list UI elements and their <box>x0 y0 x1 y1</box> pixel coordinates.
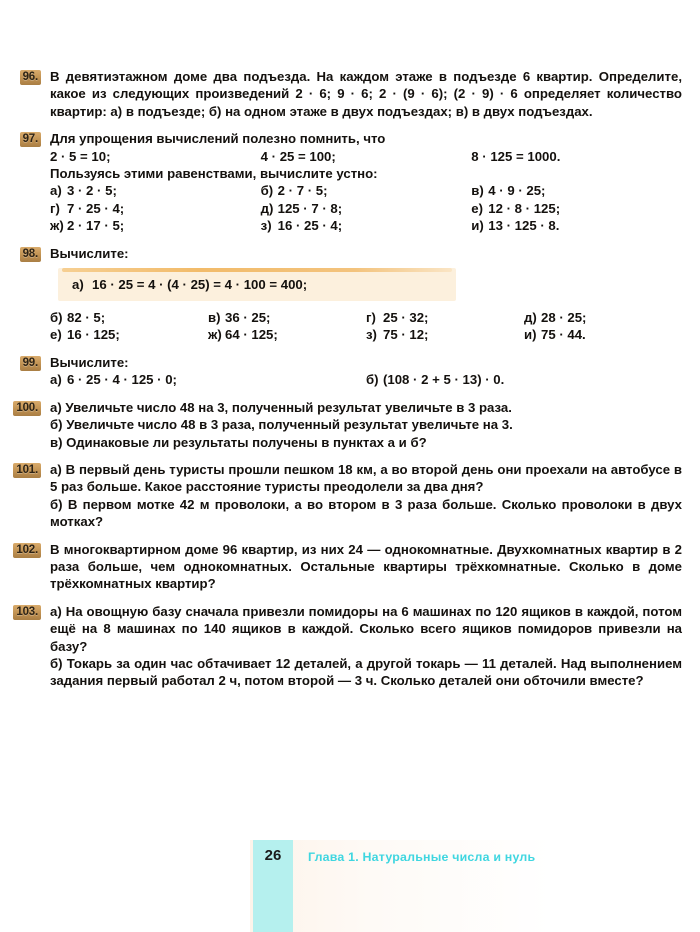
page-number: 26 <box>264 847 282 864</box>
exercise-number-badge: 101. <box>13 463 41 478</box>
math-item <box>50 309 208 326</box>
math-item <box>261 217 472 234</box>
equality-item: 2 · 5 = 10; <box>50 148 111 164</box>
exercise-intro: Для упрощения вычислений полезно помнить, что <box>50 131 386 147</box>
math-item <box>50 371 366 388</box>
page-footer <box>0 840 700 932</box>
exercise-intro: Вычислите: <box>50 354 129 370</box>
exercise-number-column <box>0 68 44 85</box>
equality-item: 8 · 125 = 1000. <box>471 148 561 164</box>
exercise-subintro: Пользуясь этими равенствами, вычислите устно: <box>50 166 378 182</box>
item-label: б) <box>50 310 63 326</box>
exercise-text: а) В первый день туристы прошли пешком 18 км, а во второй день они проехали на автобусе в 5 раз больше. Какое расстояние туристы преодолели за два дня? <box>50 461 682 495</box>
item-expression: 16 · 25 · 4; <box>277 218 343 234</box>
exercise-body <box>44 245 700 344</box>
exercise-98 <box>0 245 700 344</box>
exercise-text: а) Увеличьте число 48 на 3, полученный результат увеличьте в 3 раза. <box>50 399 512 415</box>
math-item <box>261 182 472 199</box>
math-item <box>208 309 366 326</box>
exercise-100 <box>0 399 700 451</box>
exercise-text: а) На овощную базу сначала привезли помидоры на 6 машинах по 120 ящиков в каждой, потом ещё на 8 машинах по 140 ящиков в каждой. Сколько всего ящиков помидоров привезли на базу? <box>50 603 682 654</box>
item-label: и) <box>471 218 484 234</box>
item-label: в) <box>208 310 221 326</box>
item-label: а) <box>50 183 62 199</box>
exercise-number-badge: 98. <box>20 247 41 262</box>
worked-example-text <box>72 276 444 293</box>
exercise-number-column <box>0 399 44 416</box>
exercise-number-badge: 99. <box>20 356 41 371</box>
item-expression: 3 · 2 · 5; <box>67 183 117 199</box>
exercise-number-badge: 103. <box>13 605 41 620</box>
item-expression: 125 · 7 · 8; <box>277 200 343 216</box>
item-label: и) <box>524 327 537 343</box>
exercise-body <box>44 399 700 451</box>
chapter-label: Глава 1. Натуральные числа и нуль <box>308 850 536 864</box>
exercise-number-column <box>0 245 44 262</box>
item-label: д) <box>260 200 274 216</box>
math-item <box>524 309 682 326</box>
exercise-list <box>0 68 700 700</box>
item-expression: 16 · 25 = 4 · (4 · 25) = 4 · 100 = 400; <box>92 277 308 293</box>
item-expression: 2 · 7 · 5; <box>277 183 328 199</box>
math-item <box>366 326 524 343</box>
exercise-number-badge: 97. <box>20 132 41 147</box>
math-item <box>366 371 682 388</box>
exercise-body <box>44 354 700 389</box>
exercise-number-column <box>0 130 44 147</box>
equality-item: 4 · 25 = 100; <box>260 148 336 164</box>
item-label: б) <box>260 183 274 199</box>
item-label: ж) <box>50 218 64 234</box>
exercise-number-badge: 102. <box>13 543 41 558</box>
exercise-102 <box>0 541 700 593</box>
math-row <box>50 200 682 217</box>
item-label: а) <box>72 277 84 293</box>
exercise-number-column <box>0 541 44 558</box>
item-label: е) <box>471 200 484 216</box>
math-row <box>50 371 682 388</box>
item-expression: 82 · 5; <box>67 310 106 326</box>
item-label: г) <box>366 310 376 326</box>
math-item <box>471 217 682 234</box>
worked-example-box <box>58 268 456 301</box>
exercise-text: В многоквартирном доме 96 квартир, из них 24 — однокомнатные. Двухкомнатных квартир в 2 раза больше, чем однокомнатных. Остальные квартиры трёхкомнатные. Сколько в доме трёхкомнатных квартир? <box>50 541 682 592</box>
exercise-103 <box>0 603 700 690</box>
item-expression: 16 · 125; <box>67 327 120 343</box>
equality-row <box>50 148 682 165</box>
math-row <box>50 326 682 343</box>
item-expression: 4 · 9 · 25; <box>488 183 546 199</box>
item-expression: 13 · 125 · 8. <box>488 218 560 234</box>
item-expression: 6 · 25 · 4 · 125 · 0; <box>67 372 177 388</box>
item-label: в) <box>471 183 484 199</box>
exercise-text: б) В первом мотке 42 м проволоки, а во втором в 3 раза больше. Сколько проволоки в двух мотках? <box>50 496 682 530</box>
math-item <box>471 182 682 199</box>
item-expression: 2 · 17 · 5; <box>67 218 125 234</box>
math-item <box>50 326 208 343</box>
item-label: г) <box>50 200 60 216</box>
exercise-number-column <box>0 603 44 620</box>
item-expression: 64 · 125; <box>225 327 278 343</box>
item-expression: 12 · 8 · 125; <box>488 200 561 216</box>
exercise-text: В девятиэтажном доме два подъезда. На каждом этаже в подъезде 6 квартир. Определите, какое из следующих произведений 2 · 6; 9 · 6; 2 · (9 · 6); (2 · 9) · 6 определяет количество квартир: а) в подъезде; б) на одном этаже в двух подъездах; в) в двух подъездах. <box>50 69 682 119</box>
item-expression: 7 · 25 · 4; <box>67 200 125 216</box>
exercise-99 <box>0 354 700 389</box>
exercise-number-column <box>0 354 44 371</box>
item-label: б) <box>366 372 379 388</box>
math-item <box>208 326 366 343</box>
item-expression: 75 · 12; <box>383 327 429 343</box>
item-label: з) <box>260 218 272 234</box>
exercise-body <box>44 461 700 531</box>
item-label: а) <box>50 372 62 388</box>
item-expression: 25 · 32; <box>383 310 429 326</box>
exercise-text: б) Токарь за один час обтачивает 12 деталей, а другой токарь — 11 деталей. Над выполнением задания первый работал 2 ч, потом второй — 3 ч. Сколько деталей они обточили вместе? <box>50 655 682 689</box>
item-label: е) <box>50 327 62 343</box>
item-expression: 36 · 25; <box>225 310 271 326</box>
item-label: з) <box>366 327 377 343</box>
math-item <box>50 182 261 199</box>
exercise-intro: Вычислите: <box>50 245 129 261</box>
item-expression: 75 · 44. <box>541 327 586 343</box>
exercise-97 <box>0 130 700 234</box>
math-item <box>50 217 261 234</box>
exercise-body <box>44 130 700 234</box>
item-label: ж) <box>208 327 222 343</box>
exercise-101 <box>0 461 700 531</box>
exercise-body <box>44 603 700 690</box>
exercise-text: в) Одинаковые ли результаты получены в пунктах а и б? <box>50 434 427 450</box>
math-item <box>471 200 682 217</box>
exercise-body <box>44 68 700 120</box>
math-item <box>50 200 261 217</box>
math-row <box>50 217 682 234</box>
item-expression: (108 · 2 + 5 · 13) · 0. <box>383 372 505 388</box>
item-expression: 28 · 25; <box>541 310 587 326</box>
math-item <box>524 326 682 343</box>
exercise-text: б) Увеличьте число 48 в 3 раза, полученный результат увеличьте на 3. <box>50 417 513 433</box>
math-row <box>50 309 682 326</box>
exercise-number-badge: 96. <box>20 70 41 85</box>
exercise-number-column <box>0 461 44 478</box>
exercise-body <box>44 541 700 593</box>
exercise-number-badge: 100. <box>13 401 41 416</box>
math-row <box>50 182 682 199</box>
math-item <box>366 309 524 326</box>
item-label: д) <box>524 310 537 326</box>
exercise-96 <box>0 68 700 120</box>
math-item <box>261 200 472 217</box>
